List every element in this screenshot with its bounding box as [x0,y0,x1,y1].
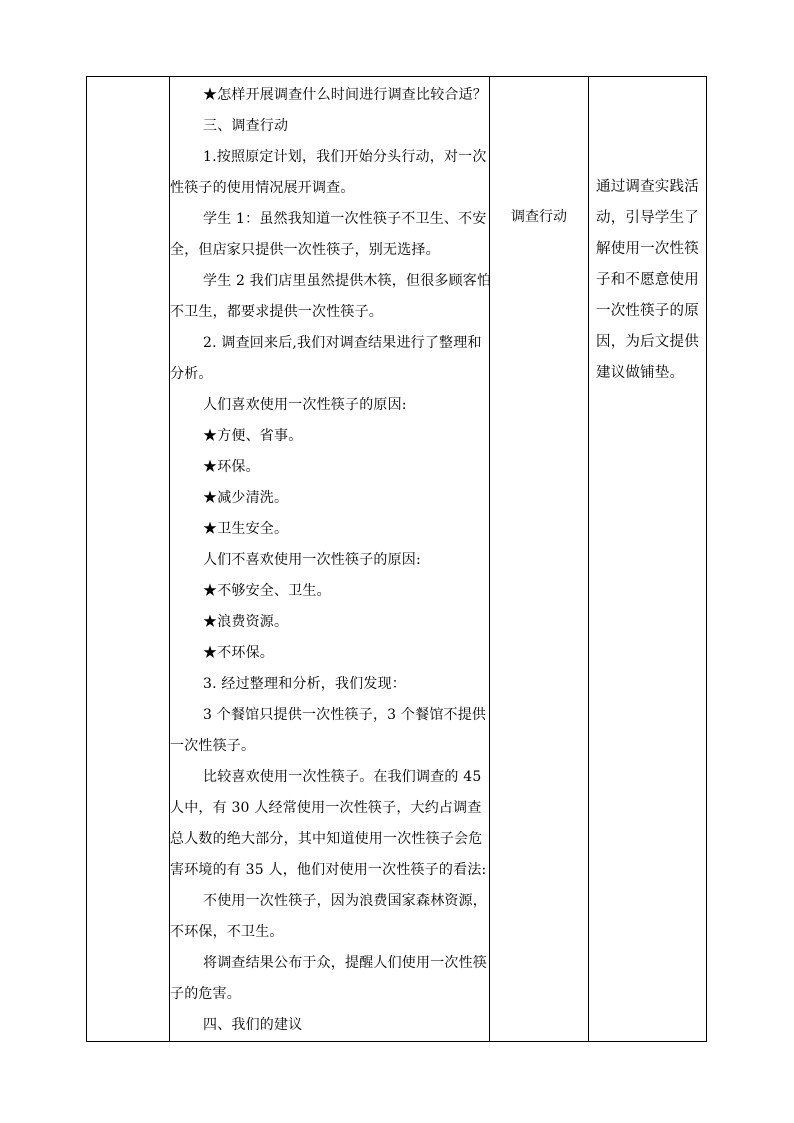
content-line: 人们不喜欢使用一次性筷子的原因: [203,552,421,568]
content-line: 2. 调查回来后,我们对调查结果进行了整理和 [203,335,482,351]
list-item: ★方便、省事。 [203,428,303,444]
section-heading: 四、我们的建议 [203,1017,303,1033]
content-line: 一次性筷子。 [170,738,256,754]
intent-line: 建议做铺垫。 [596,365,685,381]
content-line: 全，但店家只提供一次性筷子，别无选择。 [170,242,440,258]
content-line: 3 个餐馆只提供一次性筷子，3 个餐馆不提供 [203,707,487,723]
activity-label: 调查行动 [511,209,567,225]
list-item: ★环保。 [203,459,260,475]
list-item: ★不环保。 [203,645,274,661]
intent-line: 解使用一次性筷 [596,241,699,257]
content-column [170,77,492,1041]
content-line: 子的危害。 [170,986,241,1002]
content-line: 不环保，不卫生。 [170,924,284,940]
intent-line: 因，为后文提供 [596,334,699,350]
list-item: ★减少清洗。 [203,490,289,506]
list-item: ★浪费资源。 [203,614,289,630]
content-line: 总人数的绝大部分，其中知道使用一次性筷子会危 [170,831,483,847]
content-line: 学生 2 我们店里虽然提供木筷，但很多顾客怕 [203,273,492,289]
intent-line: 动，引导学生了 [596,210,699,226]
content-line: 害环境的有 35 人，他们对使用一次性筷子的看法: [170,862,487,878]
list-item: ★不够安全、卫生。 [203,583,331,599]
intent-column [596,77,704,1041]
content-line: ★怎样开展调查什么时间进行调查比较合适？ [203,87,487,103]
content-line: 不卫生，都要求提供一次性筷子。 [170,304,383,320]
intent-line: 子和不愿意使用 [596,272,699,288]
content-line: 人中，有 30 人经常使用一次性筷子，大约占调查 [170,800,482,816]
content-line: 将调查结果公布于众，提醒人们使用一次性筷 [203,955,487,971]
content-line: 1.按照原定计划，我们开始分头行动，对一次 [203,149,487,165]
content-line: 3. 经过整理和分析，我们发现： [203,676,407,692]
content-line: 比较喜欢使用一次性筷子。在我们调查的 45 [203,769,482,785]
content-line: 不使用一次性筷子，因为浪费国家森林资源， [203,893,487,909]
column-divider [588,77,589,1041]
content-line: 人们喜欢使用一次性筷子的原因: [203,397,407,413]
content-line: 性筷子的使用情况展开调查。 [170,180,355,196]
lesson-table [86,76,707,1042]
list-item: ★卫生安全。 [203,521,289,537]
intent-line: 通过调查实践活 [596,179,699,195]
section-heading: 三、调查行动 [203,118,289,134]
content-line: 学生 1：虽然我知道一次性筷子不卫生、不安 [203,211,487,227]
content-line: 分析。 [170,366,213,382]
intent-line: 一次性筷子的原 [596,303,699,319]
